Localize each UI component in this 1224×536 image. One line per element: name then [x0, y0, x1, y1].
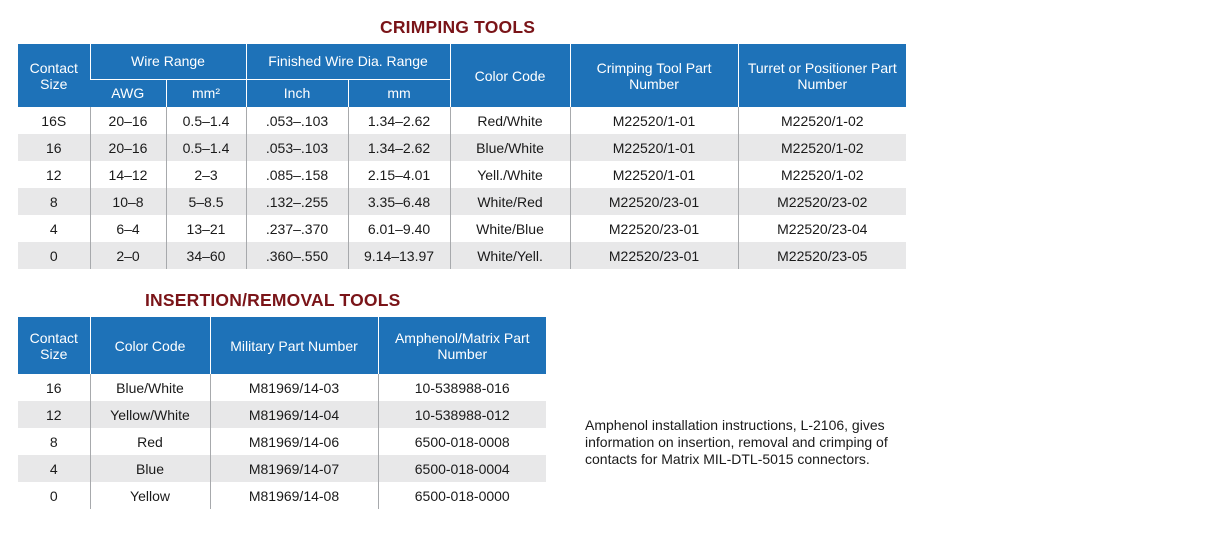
awg-cell: 20–16 — [90, 134, 166, 161]
amphenol-part-number-cell: 6500-018-0008 — [378, 428, 546, 455]
color-code-cell: Yell./White — [450, 161, 570, 188]
color-code-cell: Yellow — [90, 482, 210, 509]
contact-size-cell: 0 — [18, 482, 90, 509]
amphenol-part-number-cell: 10-538988-016 — [378, 374, 546, 401]
amphenol-part-number-cell: 6500-018-0000 — [378, 482, 546, 509]
header-finished-wire-dia: Finished Wire Dia. Range — [246, 44, 450, 79]
inch-cell: .132–.255 — [246, 188, 348, 215]
insertion-removal-tools-title: INSERTION/REMOVAL TOOLS — [145, 290, 401, 310]
table-row — [18, 161, 906, 188]
header-crimping-tool-part-number: Crimping Tool Part Number — [570, 44, 738, 107]
installation-note: Amphenol installation instructions, L-2106, gives information on insertion, removal and crimping of contacts for Matrix MIL-DTL-5015 connectors. — [585, 417, 888, 467]
mm2-cell: 5–8.5 — [166, 188, 246, 215]
color-code-cell: Blue/White — [450, 134, 570, 161]
contact-size-cell: 16 — [18, 134, 90, 161]
contact-size-cell: 4 — [18, 455, 90, 482]
turret-part-number-cell: M22520/1-02 — [738, 134, 906, 161]
header-contact-size: Contact Size — [18, 317, 90, 374]
header-color-code: Color Code — [450, 44, 570, 107]
awg-cell: 10–8 — [90, 188, 166, 215]
awg-cell: 2–0 — [90, 242, 166, 269]
crimping-tool-part-number-cell: M22520/1-01 — [570, 107, 738, 134]
mm2-cell: 13–21 — [166, 215, 246, 242]
turret-part-number-cell: M22520/1-02 — [738, 161, 906, 188]
header-mm2: mm² — [166, 79, 246, 107]
contact-size-cell: 0 — [18, 242, 90, 269]
contact-size-cell: 12 — [18, 401, 90, 428]
color-code-cell: Yellow/White — [90, 401, 210, 428]
contact-size-cell: 16S — [18, 107, 90, 134]
header-color-code: Color Code — [90, 317, 210, 374]
header-turret-part-number: Turret or Positioner Part Number — [738, 44, 906, 107]
turret-part-number-cell: M22520/23-05 — [738, 242, 906, 269]
color-code-cell: Red — [90, 428, 210, 455]
mm2-cell: 2–3 — [166, 161, 246, 188]
crimping-tool-part-number-cell: M22520/23-01 — [570, 188, 738, 215]
turret-part-number-cell: M22520/23-04 — [738, 215, 906, 242]
color-code-cell: Blue — [90, 455, 210, 482]
table-row — [18, 188, 906, 215]
header-wire-range: Wire Range — [90, 44, 246, 79]
header-military-part-number: Military Part Number — [210, 317, 378, 374]
mm2-cell: 0.5–1.4 — [166, 134, 246, 161]
header-amphenol-part-number: Amphenol/Matrix Part Number — [378, 317, 546, 374]
table-row — [18, 455, 546, 482]
inch-cell: .085–.158 — [246, 161, 348, 188]
insertion-table-body — [18, 374, 546, 509]
header-mm: mm — [348, 79, 450, 107]
table-row — [18, 401, 546, 428]
header-awg: AWG — [90, 79, 166, 107]
military-part-number-cell: M81969/14-06 — [210, 428, 378, 455]
table-row — [18, 215, 906, 242]
mm-cell: 3.35–6.48 — [348, 188, 450, 215]
contact-size-cell: 12 — [18, 161, 90, 188]
table-row — [18, 428, 546, 455]
turret-part-number-cell: M22520/1-02 — [738, 107, 906, 134]
crimping-tool-part-number-cell: M22520/23-01 — [570, 215, 738, 242]
awg-cell: 14–12 — [90, 161, 166, 188]
mm-cell: 6.01–9.40 — [348, 215, 450, 242]
crimping-tools-title: CRIMPING TOOLS — [380, 17, 536, 37]
military-part-number-cell: M81969/14-08 — [210, 482, 378, 509]
inch-cell: .053–.103 — [246, 107, 348, 134]
contact-size-cell: 8 — [18, 428, 90, 455]
turret-part-number-cell: M22520/23-02 — [738, 188, 906, 215]
amphenol-part-number-cell: 10-538988-012 — [378, 401, 546, 428]
military-part-number-cell: M81969/14-03 — [210, 374, 378, 401]
color-code-cell: Blue/White — [90, 374, 210, 401]
mm-cell: 9.14–13.97 — [348, 242, 450, 269]
table-row — [18, 107, 906, 134]
military-part-number-cell: M81969/14-04 — [210, 401, 378, 428]
mm2-cell: 0.5–1.4 — [166, 107, 246, 134]
mm2-cell: 34–60 — [166, 242, 246, 269]
table-row — [18, 134, 906, 161]
contact-size-cell: 8 — [18, 188, 90, 215]
table-row — [18, 242, 906, 269]
inch-cell: .237–.370 — [246, 215, 348, 242]
awg-cell: 6–4 — [90, 215, 166, 242]
color-code-cell: Red/White — [450, 107, 570, 134]
amphenol-part-number-cell: 6500-018-0004 — [378, 455, 546, 482]
crimping-tool-part-number-cell: M22520/23-01 — [570, 242, 738, 269]
crimping-tool-part-number-cell: M22520/1-01 — [570, 134, 738, 161]
crimping-table-body — [18, 107, 906, 269]
mm-cell: 2.15–4.01 — [348, 161, 450, 188]
mm-cell: 1.34–2.62 — [348, 107, 450, 134]
crimping-tools-table — [18, 44, 906, 269]
military-part-number-cell: M81969/14-07 — [210, 455, 378, 482]
color-code-cell: White/Red — [450, 188, 570, 215]
mm-cell: 1.34–2.62 — [348, 134, 450, 161]
inch-cell: .360–.550 — [246, 242, 348, 269]
color-code-cell: White/Blue — [450, 215, 570, 242]
color-code-cell: White/Yell. — [450, 242, 570, 269]
crimping-tool-part-number-cell: M22520/1-01 — [570, 161, 738, 188]
contact-size-cell: 16 — [18, 374, 90, 401]
table-row — [18, 482, 546, 509]
insertion-removal-tools-table — [18, 317, 546, 509]
header-inch: Inch — [246, 79, 348, 107]
table-row — [18, 374, 546, 401]
inch-cell: .053–.103 — [246, 134, 348, 161]
contact-size-cell: 4 — [18, 215, 90, 242]
awg-cell: 20–16 — [90, 107, 166, 134]
header-contact-size: Contact Size — [18, 44, 90, 107]
